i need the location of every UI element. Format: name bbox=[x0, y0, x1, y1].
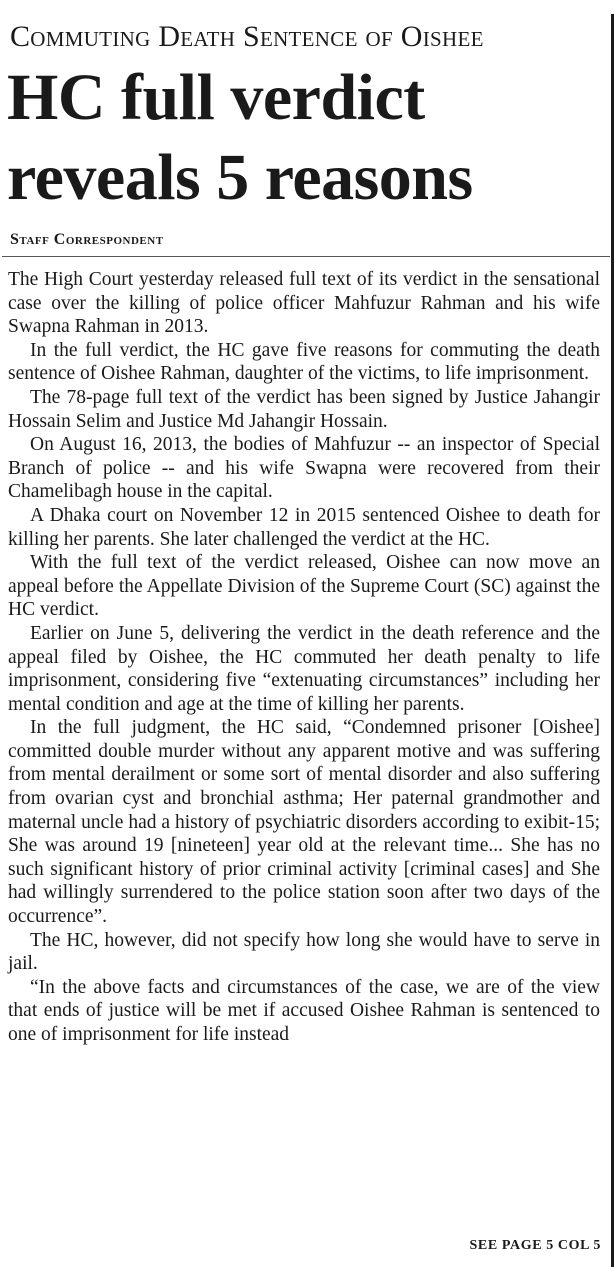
divider bbox=[2, 256, 610, 257]
article-body bbox=[8, 268, 600, 1047]
column-rule bbox=[611, 14, 614, 1267]
paragraph: Earlier on June 5, delivering the verdict in the death reference and the appeal filed by Oishee, the HC commuted her death penalty to life imprisonment, considering five “extenuating circumstances” including her mental condition and age at the time of killing her parents. bbox=[8, 622, 600, 715]
paragraph: The HC, however, did not specify how long she would have to serve in jail. bbox=[8, 929, 600, 975]
paragraph: With the full text of the verdict released, Oishee can now move an appeal before the Appellate Division of the Supreme Court (SC) against the HC verdict. bbox=[8, 552, 600, 621]
byline: Staff Correspondent bbox=[10, 231, 164, 248]
paragraph: “In the above facts and circumstances of the case, we are of the view that ends of justice will be met if accused Oishee Rahman is sentenced to one of imprisonment for life instead bbox=[8, 976, 600, 1045]
kicker: Commuting Death Sentence of Oishee bbox=[10, 20, 484, 53]
headline bbox=[7, 58, 607, 218]
paragraph: In the full verdict, the HC gave five reasons for commuting the death sentence of Oishee Rahman, daughter of the victims, to life imprisonment. bbox=[8, 339, 600, 385]
continued-on-page-line: SEE PAGE 5 COL 5 bbox=[469, 1238, 601, 1253]
paragraph: In the full judgment, the HC said, “Condemned prisoner [Oishee] committed double murder without any apparent motive and was suffering from mental derailment or some sort of mental disorder and also suffering from ovarian cyst and bronchial asthma; Her paternal grandmother and maternal uncle had a history of psychiatric disorders according to exibit-15; She was around 19 [nineteen] year old at the relevant time... She has no such significant history of prior criminal activity [criminal cases] and She had willingly surrendered to the police station soon after two days of the occurrence”. bbox=[8, 717, 600, 928]
paragraph: A Dhaka court on November 12 in 2015 sentenced Oishee to death for killing her parents. She later challenged the verdict at the HC. bbox=[8, 504, 600, 550]
paragraph: On August 16, 2013, the bodies of Mahfuzur -- an inspector of Special Branch of police -- and his wife Swapna were recovered from their Chamelibagh house in the capital. bbox=[8, 434, 600, 503]
paragraph: The 78-page full text of the verdict has been signed by Justice Jahangir Hossain Selim and Justice Md Jahangir Hossain. bbox=[8, 386, 600, 432]
headline-line-1: HC full verdict bbox=[7, 61, 425, 134]
paragraph: The High Court yesterday released full text of its verdict in the sensational case over the killing of police officer Mahfuzur Rahman and his wife Swapna Rahman in 2013. bbox=[8, 269, 600, 338]
headline-line-2: reveals 5 reasons bbox=[7, 141, 473, 214]
